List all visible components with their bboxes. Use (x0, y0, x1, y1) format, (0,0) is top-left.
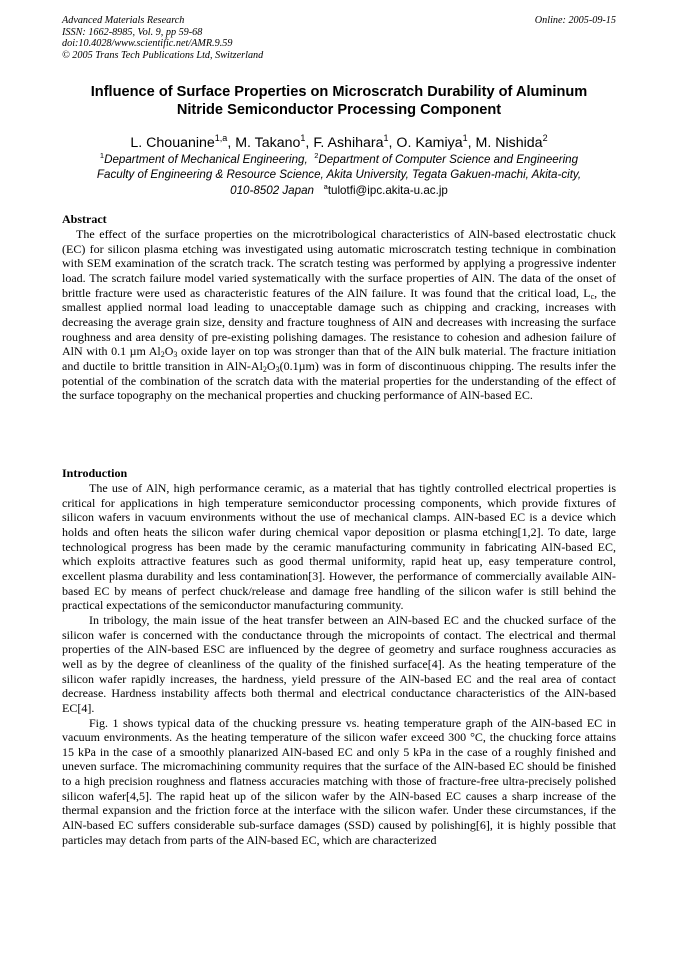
author-name: M. Nishida (475, 135, 543, 151)
author-affiliation-mark: 1 (462, 133, 468, 143)
author-affiliation-mark: 1,a (214, 133, 228, 143)
abstract-section (62, 212, 616, 403)
affiliation-mark: 2 (314, 151, 319, 160)
author-list: L. Chouanine$^{1,a}$, M. Takano$^1$, F. Ashihara$^1$, O. Kamiya$^1$, M. Nishida$^2$ (130, 133, 548, 151)
affiliation-line-3 (62, 183, 616, 198)
author-affiliation-mark: 1 (300, 133, 306, 143)
journal-name: Advanced Materials Research (62, 15, 185, 26)
postal-address: 010-8502 Japan (230, 183, 314, 197)
email-mark: a (323, 181, 328, 191)
introduction-paragraph-2: In tribology, the main issue of the heat transfer between an AlN-based EC and the chucked surface of the silicon wafer is concerned with the conductance through the micropoints of contact. The electrical and thermal properties of the AlN-based ESC are influenced by the degree of geometry and surface roughness accuracies as well as by the degree of cleanliness of the quality of the finished surface[4]. As the heating temperature of the silicon wafer rapidly increases, the hardness, yield pressure of the AlN-based EC and the real area of contact decrease. Hardness instability affects both thermal and electrical conductance characteristics of the AlN-based EC[4]. (62, 612, 616, 715)
author-affiliation-mark: 2 (542, 133, 548, 143)
title-line-2: Nitride Semiconductor Processing Component (176, 102, 502, 118)
department-1: Department of Mechanical Engineering, (104, 153, 308, 166)
title-line-1: Influence of Surface Properties on Microscratch Durability of Aluminum (90, 84, 588, 100)
department-2: Department of Computer Science and Engineering (318, 153, 579, 166)
affiliation-line-1 (62, 152, 616, 167)
copyright-line: © 2005 Trans Tech Publications Ltd, Switzerland (62, 49, 264, 61)
email-link[interactable]: tulotfi@ipc.akita-u.ac.jp (327, 183, 448, 197)
paper-title (62, 83, 616, 119)
online-date: Online: 2005-09-15 (534, 15, 616, 26)
introduction-paragraph-1: The use of AlN, high performance ceramic, as a material that has tightly controlled electrical properties is critical for applications in high temperature semiconductor processing components, which provide fixtures of silicon wafers in vacuum environments without the use of mechanical clamps. AlN-based EC is a device which holds and often heats the silicon wafer during chemical vapor deposition or plasma etching[1,2]. To date, large technological progress has been made by the ceramic manufacturing community in fabricating AlN-based EC, which exploits attractive features such as good thermal uniformity, rapid heat up, easy temperature control, excellent plasma durability and less contamination[3]. However, the performance of commercially available AlN-based EC by means of perfect chuck/release and damage free handling of the silicon wafer is still behind the practical expectations of the semiconductor manufacturing community. (62, 481, 616, 613)
author-name: M. Takano (235, 135, 301, 151)
affiliations (62, 152, 616, 198)
affiliation-mark: 1 (99, 151, 105, 160)
author-name: F. Ashihara (313, 135, 384, 151)
journal-header (62, 15, 616, 61)
author-affiliation-mark: 1 (383, 133, 389, 143)
doi-line: doi:10.4028/www.scientific.net/AMR.9.59 (62, 38, 233, 49)
introduction-heading: Introduction (62, 466, 128, 480)
author-name: L. Chouanine (130, 135, 215, 151)
introduction-paragraph-3: Fig. 1 shows typical data of the chucking pressure vs. heating temperature graph of the AlN-based EC in vacuum environments. As the heating temperature of the silicon wafer exceed 300 °C, the chucking force attains 15 kPa in the case of a smoothly planarized AlN-based EC and only 5 kPa in the case of a roughly finished and uneven surface. The micromachining community requires that the surface of the AlN-based EC should be finished to a high precision roughness and flatness accuracies matching with those of fracture-free ultra-precisely polished silicon wafer[4,5]. The rapid heat up of the silicon wafer by the AlN-based EC causes a sharp increase of the thermal expansion and the friction force at the interface with the silicon wafer. Under these circumstances, if the AlN-based EC suffers considerable sub-surface damages (SSD) caused by polishing[6], it is highly possible that particles may detach from parts of the AlN-based EC, which are characterized (62, 715, 616, 847)
abstract-heading: Abstract (62, 212, 107, 226)
author-name: O. Kamiya (396, 135, 463, 151)
issn-line: ISSN: 1662-8985, Vol. 9, pp 59-68 (62, 26, 203, 38)
abstract-paragraph: The effect of the surface properties on the microtribological characteristics of AlN-based electrostatic chuck (EC) for silicon plasma etching was investigated using automatic microscratch testing technique in combination with SEM examination of the scratch track. The scratch testing was performed by applying a progressive indenter load. The scratch failure model varied systematically with the surface properties of AlN. The data of the onset of brittle fracture were used as characteristic features of the AlN failure. It was found that the critical load, $L_c$, the smallest applied normal load leading to unacceptable damage such as chipping and cracking, increases with decreasing the average grain size, density and fracture toughness of AlN and decreases with increasing the surface roughness and area density of pre-existing polishing damages. The resistance to cohesion and adhesion failure of AlN with 0.1 µm $Al_2O_3$ oxide layer on top was stronger than that of the AlN bulk material. The fracture initiation and ductile to brittle transition in AlN-$Al_2O_3(0.1\mu m)$ was in form of discontinuous chipping. The results infer the potential of the combination of the scratch data with the material properties for the understanding of the effect of the surface topography on the mechanical properties and chucking performance of AlN-based EC. (62, 227, 616, 403)
introduction-section (62, 466, 616, 847)
faculty-line: Faculty of Engineering & Resource Science, Akita University, Tegata Gakuen-machi, Akita-city, (96, 168, 582, 182)
